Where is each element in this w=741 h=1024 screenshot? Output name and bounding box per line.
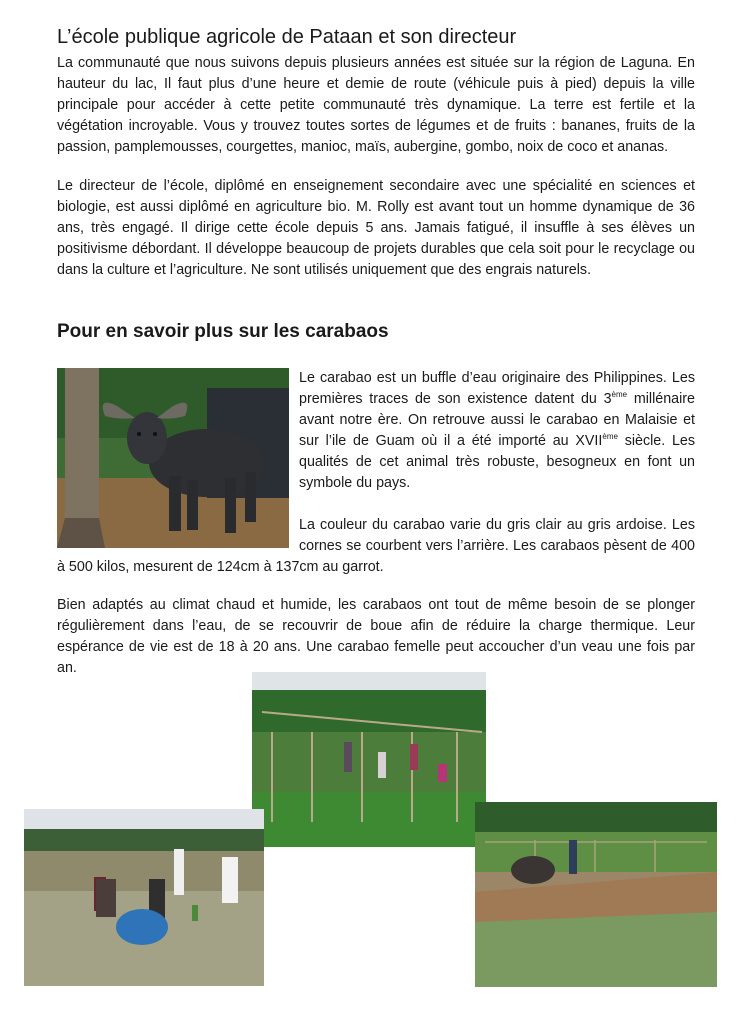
- carabao-plowing-photo: [475, 802, 717, 987]
- garden-trellis-photo: [252, 672, 486, 847]
- director-paragraph: Le directeur de l’école, diplômé en enseignement secondaire avec une spécialité en sciences et biologie, est aussi diplômé en agriculture bio. M. Rolly est avant tout un homme dynamique de 36 ans, très engagé. Il dirige cette école depuis 5 ans. Jamais fatigué, il insuffle à ses élèves un positivisme débordant. Il développe beaucoup de projets durables que cela soit pour le recyclage ou dans la culture et l’agriculture. Ne sont utilisés uniquement que des engrais naturels.: [57, 178, 695, 278]
- section-heading: Pour en savoir plus sur les carabaos: [57, 321, 389, 342]
- intro-paragraph: La communauté que nous suivons depuis plusieurs années est située sur la région de Laguna. En hauteur du lac, Il faut plus d’une heure et demie de route (véhicule puis à pied) depuis la ville principale pour accéder à cette petite communauté très dynamique. La terre est fertile et la végétation incroyable. Vous y trouvez toutes sortes de légumes et de fruits : bananes, fruits de la passion, pamplemousses, courgettes, manioc, maïs, aubergine, gombo, noix de coco et ananas.: [57, 55, 695, 155]
- students-field-photo: [24, 809, 264, 986]
- carabao-section: [57, 368, 695, 578]
- carabao-climate-paragraph: Bien adaptés au climat chaud et humide, les carabaos ont tout de même besoin de se plonger régulièrement dans l’eau, de se recouvrir de boue afin de réduire la charge thermique. Leur espérance de vie est de 18 à 20 ans. Une carabao femelle peut accoucher d’un veau une fois par an.: [57, 597, 695, 676]
- carabao-origin-paragraph: Le carabao est un buffle d’eau originaire des Philippines. Les premières traces de son existence datent du 3ème millénaire avant notre ère. On retrouve aussi le carabao en Malaisie et sur l’ile de Guam où il a été importé au XVIIème siècle. Les qualités de cet animal très robuste, besogneux en font un symbole du pays.: [299, 370, 695, 491]
- carabao-photo: [57, 368, 289, 548]
- page-title: L’école publique agricole de Pataan et son directeur: [57, 26, 517, 48]
- carabao-description-paragraph: La couleur du carabao varie du gris clair au gris ardoise. Les cornes se courbent vers l’arrière. Les carabaos pèsent de 400 à 500 kilos, mesurent de 124cm à 137cm au garrot.: [57, 517, 695, 575]
